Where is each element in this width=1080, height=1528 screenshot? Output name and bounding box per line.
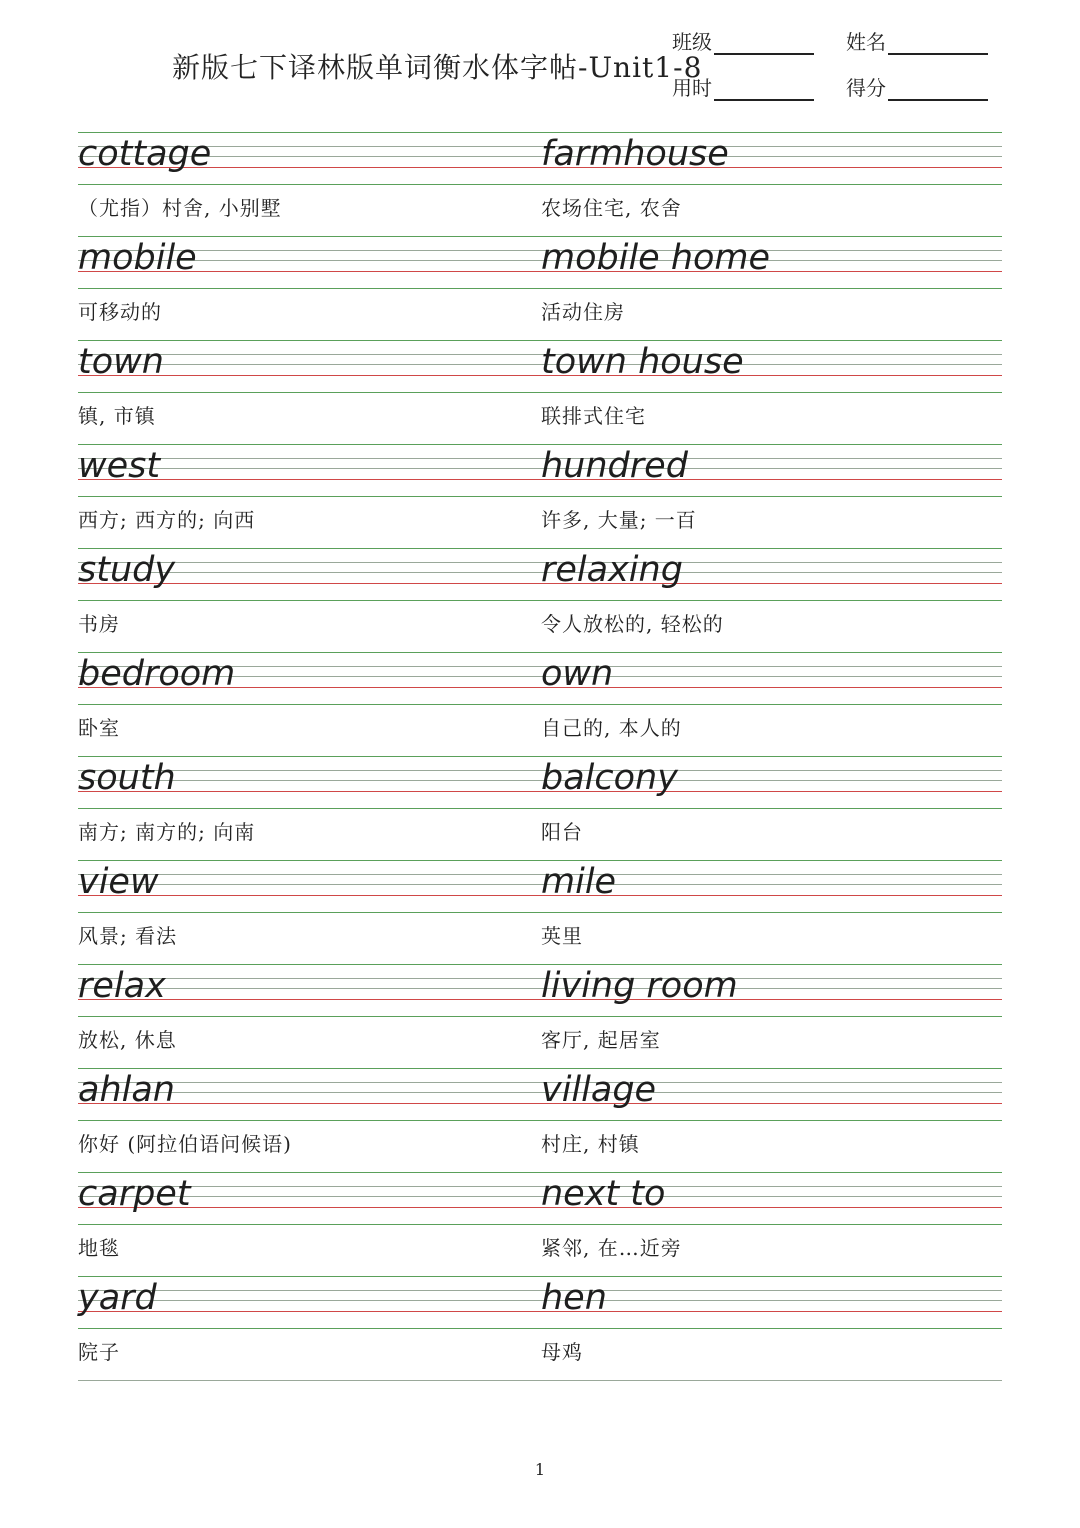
guide-line xyxy=(78,652,1002,653)
score-label: 得分 xyxy=(846,76,886,100)
guide-line xyxy=(78,808,1002,809)
guide-line xyxy=(78,132,1002,133)
guide-line xyxy=(78,271,1002,272)
left-word: ahlan xyxy=(78,1070,175,1110)
name-field xyxy=(846,26,988,55)
guide-line xyxy=(78,1300,1002,1301)
left-word: carpet xyxy=(78,1174,191,1214)
guide-line xyxy=(78,572,1002,573)
guide-line xyxy=(78,964,1002,965)
guide-line xyxy=(78,548,1002,549)
time-label: 用时 xyxy=(672,76,712,100)
guide-line xyxy=(78,791,1002,792)
left-word: relax xyxy=(78,966,166,1006)
left-word: mobile xyxy=(78,238,197,278)
vocab-row xyxy=(78,1172,1002,1276)
right-meaning: 村庄, 村镇 xyxy=(541,1132,640,1156)
right-word: mobile home xyxy=(541,238,771,278)
vocab-row xyxy=(78,236,1002,340)
right-word: balcony xyxy=(541,758,678,798)
guide-line xyxy=(78,780,1002,781)
right-word: relaxing xyxy=(541,550,683,590)
guide-line xyxy=(78,884,1002,885)
left-meaning: （尤指）村舍, 小别墅 xyxy=(78,196,282,220)
guide-line xyxy=(78,392,1002,393)
guide-line xyxy=(78,375,1002,376)
page-title: 新版七下译林版单词衡水体字帖-Unit1-8 xyxy=(172,51,703,84)
right-meaning: 阳台 xyxy=(541,820,583,844)
guide-line xyxy=(78,999,1002,1000)
guide-line xyxy=(78,1172,1002,1173)
guide-line xyxy=(78,1290,1002,1291)
right-word: town house xyxy=(541,342,744,382)
right-meaning: 客厅, 起居室 xyxy=(541,1028,661,1052)
guide-line xyxy=(78,354,1002,355)
guide-line xyxy=(78,988,1002,989)
guide-line xyxy=(78,756,1002,757)
vocab-row xyxy=(78,340,1002,444)
guide-line xyxy=(78,978,1002,979)
left-meaning: 西方; 西方的; 向西 xyxy=(78,508,256,532)
guide-line xyxy=(78,770,1002,771)
guide-line xyxy=(78,1120,1002,1121)
right-meaning: 母鸡 xyxy=(541,1340,583,1364)
right-meaning: 令人放松的, 轻松的 xyxy=(541,612,724,636)
guide-line xyxy=(78,146,1002,147)
left-word: town xyxy=(78,342,164,382)
guide-line xyxy=(78,583,1002,584)
class-field xyxy=(672,26,814,55)
guide-line xyxy=(78,1016,1002,1017)
guide-line xyxy=(78,704,1002,705)
left-word: south xyxy=(78,758,176,798)
vocab-row xyxy=(78,548,1002,652)
guide-line xyxy=(78,1276,1002,1277)
name-blank[interactable] xyxy=(888,35,988,55)
name-label: 姓名 xyxy=(846,30,886,54)
guide-line xyxy=(78,236,1002,237)
guide-line xyxy=(78,1103,1002,1104)
right-meaning: 许多, 大量; 一百 xyxy=(541,508,697,532)
right-meaning: 自己的, 本人的 xyxy=(541,716,682,740)
right-word: mile xyxy=(541,862,617,902)
time-blank[interactable] xyxy=(714,81,814,101)
guide-line xyxy=(78,1311,1002,1312)
guide-line xyxy=(78,600,1002,601)
guide-line xyxy=(78,260,1002,261)
right-word: next to xyxy=(541,1174,666,1214)
guide-line xyxy=(78,156,1002,157)
guide-line xyxy=(78,496,1002,497)
vocab-row xyxy=(78,964,1002,1068)
guide-line xyxy=(78,1224,1002,1225)
guide-line xyxy=(78,562,1002,563)
right-meaning: 农场住宅, 农舍 xyxy=(541,196,682,220)
right-word: village xyxy=(541,1070,657,1110)
guide-line xyxy=(78,167,1002,168)
guide-line xyxy=(78,1207,1002,1208)
guide-line xyxy=(78,1380,1002,1381)
right-word: own xyxy=(541,654,614,694)
guide-line xyxy=(78,364,1002,365)
left-meaning: 你好 (阿拉伯语问候语) xyxy=(78,1132,292,1156)
right-word: hundred xyxy=(541,446,688,486)
guide-line xyxy=(78,912,1002,913)
left-word: west xyxy=(78,446,161,486)
vocab-row xyxy=(78,444,1002,548)
guide-line xyxy=(78,288,1002,289)
right-meaning: 联排式住宅 xyxy=(541,404,646,428)
vocab-row xyxy=(78,652,1002,756)
right-meaning: 活动住房 xyxy=(541,300,625,324)
left-word: bedroom xyxy=(78,654,236,694)
left-word: yard xyxy=(78,1278,157,1318)
right-meaning: 紧邻, 在…近旁 xyxy=(541,1236,682,1260)
right-meaning: 英里 xyxy=(541,924,583,948)
guide-line xyxy=(78,250,1002,251)
guide-line xyxy=(78,895,1002,896)
guide-line xyxy=(78,468,1002,469)
guide-line xyxy=(78,860,1002,861)
guide-line xyxy=(78,340,1002,341)
left-meaning: 可移动的 xyxy=(78,300,162,324)
vocab-row xyxy=(78,1068,1002,1172)
guide-line xyxy=(78,1186,1002,1187)
left-word: cottage xyxy=(78,134,212,174)
class-blank[interactable] xyxy=(714,35,814,55)
guide-line xyxy=(78,1092,1002,1093)
right-word: farmhouse xyxy=(541,134,729,174)
page-number: 1 xyxy=(534,1460,546,1479)
time-field xyxy=(672,72,814,101)
left-meaning: 卧室 xyxy=(78,716,120,740)
left-meaning: 南方; 南方的; 向南 xyxy=(78,820,256,844)
score-blank[interactable] xyxy=(888,81,988,101)
right-word: hen xyxy=(541,1278,607,1318)
vocab-row xyxy=(78,756,1002,860)
left-meaning: 放松, 休息 xyxy=(78,1028,177,1052)
left-meaning: 风景; 看法 xyxy=(78,924,178,948)
guide-line xyxy=(78,479,1002,480)
guide-line xyxy=(78,1082,1002,1083)
left-meaning: 院子 xyxy=(78,1340,120,1364)
left-meaning: 书房 xyxy=(78,612,120,636)
guide-line xyxy=(78,874,1002,875)
vocab-row xyxy=(78,860,1002,964)
guide-line xyxy=(78,458,1002,459)
guide-line xyxy=(78,444,1002,445)
guide-line xyxy=(78,1068,1002,1069)
guide-line xyxy=(78,1328,1002,1329)
left-word: view xyxy=(78,862,159,902)
left-meaning: 地毯 xyxy=(78,1236,120,1260)
left-word: study xyxy=(78,550,176,590)
vocabulary-grid xyxy=(78,132,1002,1381)
guide-line xyxy=(78,184,1002,185)
left-meaning: 镇, 市镇 xyxy=(78,404,156,428)
right-word: living room xyxy=(541,966,738,1006)
vocab-row xyxy=(78,1276,1002,1380)
guide-line xyxy=(78,1196,1002,1197)
vocab-row xyxy=(78,132,1002,236)
score-field xyxy=(846,72,988,101)
class-label: 班级 xyxy=(672,30,712,54)
